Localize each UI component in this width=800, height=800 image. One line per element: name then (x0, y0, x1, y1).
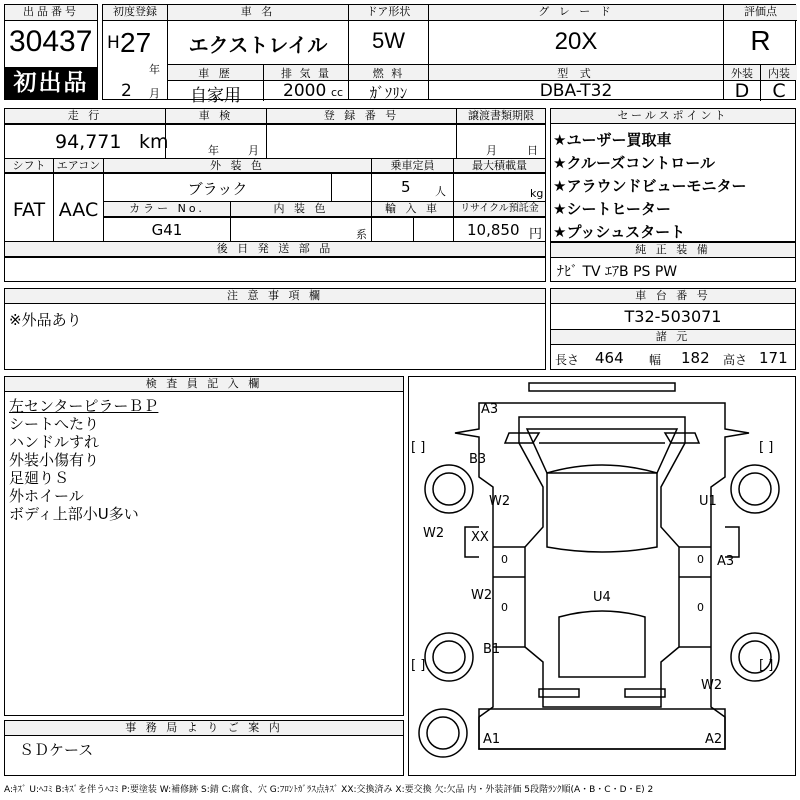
width-label: 幅 (649, 353, 662, 367)
reg-month-unit: 月 (149, 87, 160, 100)
lot-label: 出品番号 (5, 5, 97, 21)
transfer-day-unit: 日 (527, 144, 538, 157)
insp-month-unit: 月 (248, 144, 259, 157)
capacity-value: 5 (401, 178, 411, 196)
recycle-value: 10,850 (467, 221, 520, 239)
first-listing-badge: 初出品 (5, 67, 97, 99)
loadcap-unit: kg (530, 187, 544, 200)
mark-w2-b: W2 (471, 588, 493, 603)
dims-label: 諸 元 (551, 330, 795, 345)
inspector-line: 外装小傷有り (9, 451, 100, 469)
fuel-value: ｶﾞｿﾘﾝ (369, 84, 408, 102)
interior-unit: 系 (356, 228, 367, 241)
disp-label: 排 気 量 (264, 65, 348, 80)
notes-box (4, 288, 546, 370)
ext-eval-value: D (734, 80, 750, 102)
reg-month: 2 (121, 81, 132, 101)
reg-year-unit: 年 (149, 63, 160, 76)
lot-box (4, 4, 98, 100)
inspection-label: 車 検 (166, 109, 266, 124)
insp-year-unit: 年 (208, 144, 219, 157)
sales-box (550, 108, 796, 242)
name-label: 車 名 (168, 5, 348, 21)
mark-b3: B3 (469, 452, 487, 467)
transfer-month-unit: 月 (486, 144, 497, 157)
len-label: 長さ (555, 353, 580, 367)
later-parts-label: 後 日 発 送 部 品 (5, 242, 545, 257)
equipment-label: 純 正 装 備 (551, 243, 795, 258)
shift-label: シフト (5, 159, 53, 173)
recycle-unit: 円 (529, 227, 543, 242)
lot-number: 30437 (9, 25, 93, 58)
sales-item: ★アラウンドビューモニター (553, 177, 747, 195)
disp-value: 2000 (283, 81, 327, 101)
int-eval-value: C (772, 80, 786, 102)
capacity-unit: 人 (435, 185, 446, 198)
inspector-line: ボディ上部小U多い (9, 505, 139, 523)
len-value: 464 (595, 349, 624, 367)
grade-label: グ レ ー ド (429, 5, 723, 21)
ac-label: エアコン (54, 159, 103, 173)
mark-w2-left: W2 (423, 526, 445, 541)
loadcap-label: 最大積載量 (454, 159, 545, 173)
shift-value: FAT (12, 199, 46, 221)
interior-label: 内 装 色 (231, 202, 371, 217)
door-label: ドア形状 (349, 5, 428, 21)
color-label: 外 装 色 (104, 159, 371, 173)
model-label: 型 式 (429, 65, 723, 80)
chassis-box (550, 288, 796, 370)
car-diagram-svg (409, 377, 795, 775)
inspector-line: ハンドルすれ (9, 433, 100, 451)
mark-b1: B1 (483, 642, 501, 657)
inspector-line: 外ホイール (9, 487, 84, 505)
notes-label: 注 意 事 項 欄 (5, 289, 545, 304)
sales-label: セールスポイント (551, 109, 795, 124)
car-name: エクストレイル (188, 33, 328, 57)
ext-eval-label: 外装 (724, 65, 760, 80)
door-value: 5W (372, 28, 405, 53)
recycle-label: リサイクル預託金 (454, 202, 545, 217)
bracket: [ ] (411, 658, 426, 673)
equipment-value: ﾅﾋﾞ TV ｴｱB PS PW (557, 264, 678, 280)
info-grid (4, 108, 546, 282)
mark-w2-a: W2 (489, 494, 511, 509)
mark-u1: U1 (699, 494, 717, 509)
history-label: 車 歴 (168, 65, 263, 80)
equipment-box (550, 242, 796, 282)
reg-era: H (107, 33, 120, 53)
office-value: ＳＤケース (19, 741, 94, 759)
int-eval-label: 内装 (761, 65, 797, 80)
score-value: R (750, 25, 771, 56)
mark-a2: A2 (705, 732, 723, 747)
mark-a3-top: A3 (481, 402, 499, 417)
office-box (4, 720, 404, 776)
width-value: 182 (681, 349, 710, 367)
sales-item: ★ユーザー買取車 (553, 131, 672, 149)
inspector-label: 検 査 員 記 入 欄 (5, 377, 403, 392)
capacity-label: 乗車定員 (372, 159, 453, 173)
transfer-label: 譲渡書類期限 (457, 109, 545, 124)
inspector-line: 左センターピラーＢＰ (9, 397, 159, 415)
legend: A:ｷｽﾞ U:ﾍｺﾐ B:ｷｽﾞを伴うﾍｺﾐ P:要塗装 W:補修跡 S:錆 C:腐食、穴 G:ﾌﾛﾝﾄｶﾞﾗｽ点ｷｽﾞ XX:交換済み X:要交換 欠:欠品 内・外装評価 5段階ﾗﾝｸ順(A・B・C・D・E) 2 (4, 785, 654, 795)
disp-unit: cc (331, 86, 344, 99)
notes-value: ※外品あり (9, 311, 82, 329)
reg-year: 27 (120, 27, 152, 58)
grade-value: 20X (554, 28, 598, 55)
header-grid (102, 4, 796, 106)
mark-zero: 0 (501, 601, 508, 614)
chassis-label: 車 台 番 号 (551, 289, 795, 304)
bracket: [ ] (759, 658, 774, 673)
colorno-value: G41 (151, 221, 183, 239)
height-value: 171 (759, 349, 788, 367)
score-label: 評価点 (724, 5, 797, 21)
colorno-label: カラー No. (104, 202, 230, 217)
mileage-value: 94,771 (55, 131, 122, 153)
mark-zero: 0 (697, 601, 704, 614)
height-label: 高さ (723, 353, 748, 367)
history-value: 自家用 (190, 86, 241, 106)
office-label: 事 務 局 よ り ご 案 内 (5, 721, 403, 736)
mark-w2-c: W2 (701, 678, 723, 693)
inspector-box (4, 376, 404, 716)
mileage-label: 走 行 (5, 109, 165, 124)
plate-label: 登 録 番 号 (267, 109, 456, 124)
sales-item: ★クルーズコントロール (553, 154, 715, 172)
mileage-unit: km (139, 131, 169, 153)
color-value: ブラック (187, 180, 248, 198)
inspector-line: 足廻りＳ (9, 469, 70, 487)
mark-zero: 0 (697, 553, 704, 566)
fuel-label: 燃 料 (349, 65, 428, 80)
bracket: [ ] (411, 440, 426, 455)
reg-label: 初度登録 (103, 5, 167, 21)
ac-value: AAC (58, 199, 99, 221)
mark-u4: U4 (593, 590, 611, 605)
sales-item: ★プッシュスタート (553, 223, 686, 241)
car-diagram (408, 376, 796, 776)
mark-a3-right: A3 (717, 554, 735, 569)
import-label: 輸 入 車 (372, 202, 453, 217)
mark-xx: XX (471, 530, 489, 545)
inspector-line: シートへたり (9, 415, 100, 433)
mark-zero: 0 (501, 553, 508, 566)
model-value: DBA-T32 (539, 81, 613, 101)
sales-item: ★シートヒーター (553, 200, 671, 218)
mark-a1: A1 (483, 732, 501, 747)
chassis-value: T32-503071 (624, 307, 722, 326)
bracket: [ ] (759, 440, 774, 455)
